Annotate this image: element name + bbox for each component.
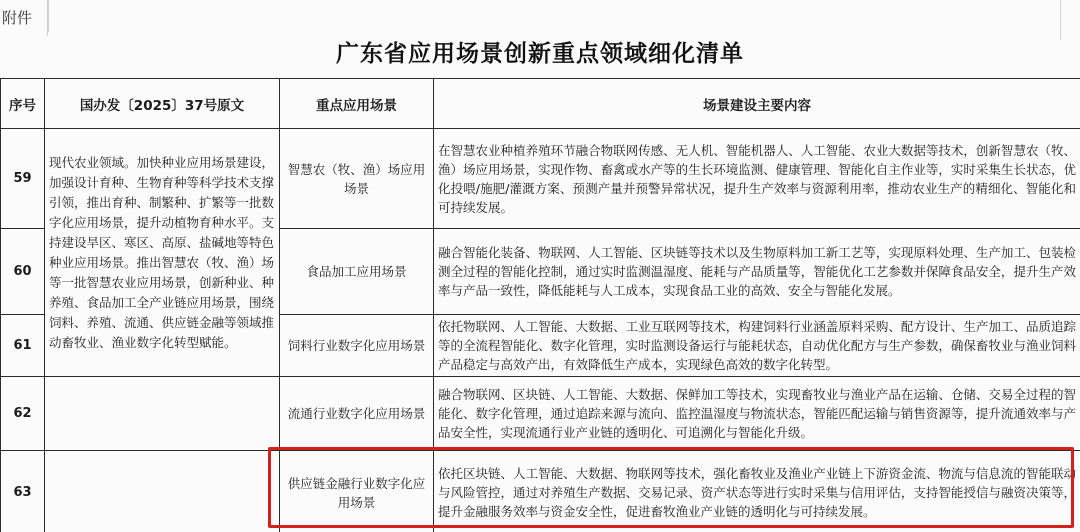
original-text-cell: 现代农业领域。加快种业应用场景建设，加强设计育种、生物育种等科学技术支撑引领，推出育种、制繁种、扩繁等一批数字化应用场景，提升动植物育种水平。支持建设旱区、寒区、高原、盐碱地等特色种业应用场景。推出智慧农（牧、渔）场等一批智慧农业应用场景，创新种业、种养殖、食品加工全产业链应用场景，围绕饲料、养殖、流通、供应链金融等领域推动畜牧业、渔业数字化转型赋能。	[45, 129, 280, 377]
row-number: 61	[1, 315, 45, 377]
content-cell: 在智慧农业种植养殖环节融合物联网传感、无人机、智能机器人、人工智能、农业大数据等技术，创新智慧农（牧、渔）场应用场景，实现作物、畜禽或水产等的生长环境监测、健康管理、智能化自主作业等，实时采集生长状态，优化投喂/施肥/灌溉方案、预测产量并预警异常状况，提升生产效率与资源利用率，推动农业生产的精细化、智能化和可持续发展。	[434, 129, 1080, 229]
content-cell: 依托区块链、人工智能、大数据、物联网等技术，强化畜牧业及渔业产业链上下游资金流、物流与信息流的智能联动与风险管控，通过对养殖生产数据、交易记录、资产状态等进行实时采集与信用评估，支持智能授信与融资决策等，提升金融服务效率与资金安全性，促进畜牧渔业产业链的透明化与可持续发展。	[434, 451, 1080, 532]
table-header-row	[1, 79, 1080, 129]
header-content: 场景建设主要内容	[434, 79, 1080, 129]
original-text-cell-empty	[45, 451, 280, 532]
scenario-table	[0, 78, 1080, 532]
scene-cell: 智慧农（牧、渔）场应用场景	[280, 129, 434, 229]
scene-cell: 食品加工应用场景	[280, 229, 434, 315]
table-row	[1, 451, 1080, 532]
column-divider	[1060, 0, 1061, 40]
header-scene: 重点应用场景	[280, 79, 434, 129]
document-title: 广东省应用场景创新重点领域细化清单	[336, 40, 744, 67]
original-text-cell-empty	[45, 377, 280, 451]
table-row	[1, 377, 1080, 451]
content-cell: 融合智能化装备、物联网、人工智能、区块链等技术以及生物原料加工新工艺等，实现原料处理、生产加工、包装检测全过程的智能化控制，通过实时监测温湿度、能耗与产品质量等，智能优化工艺参数并保障食品安全，提升生产效率与产品一致性，降低能耗与人工成本，实现食品工业的高效、安全与智能化发展。	[434, 229, 1080, 315]
row-number: 63	[1, 451, 45, 532]
header-original: 国办发〔2025〕37号原文	[45, 79, 280, 129]
scene-cell: 流通行业数字化应用场景	[280, 377, 434, 451]
row-number: 59	[1, 129, 45, 229]
row-number: 60	[1, 229, 45, 315]
content-cell: 融合物联网、区块链、人工智能、大数据、保鲜加工等技术，实现畜牧业与渔业产品在运输、仓储、交易全过程的智能化、数字化管理，通过追踪来源与流向、监控温湿度与物流状态，智能匹配运输与销售资源等，提升流通效率与产品安全性，实现流通行业产业链的透明化、可追溯化与智能化升级。	[434, 377, 1080, 451]
table-row	[1, 129, 1080, 229]
scene-cell: 饲料行业数字化应用场景	[280, 315, 434, 377]
column-divider	[48, 0, 49, 32]
attachment-label: 附件	[0, 0, 48, 36]
row-number: 62	[1, 377, 45, 451]
scene-cell: 供应链金融行业数字化应用场景	[280, 451, 434, 532]
header-no: 序号	[1, 79, 45, 129]
content-cell: 依托物联网、人工智能、大数据、工业互联网等技术，构建饲料行业涵盖原料采购、配方设计、生产加工、品质追踪等的全流程智能化、数字化管理，实时监测设备运行与能耗状态，自动优化配方与生产参数，确保畜牧业与渔业饲料产品稳定与高效产出，有效降低生产成本，实现绿色高效的数字化转型。	[434, 315, 1080, 377]
